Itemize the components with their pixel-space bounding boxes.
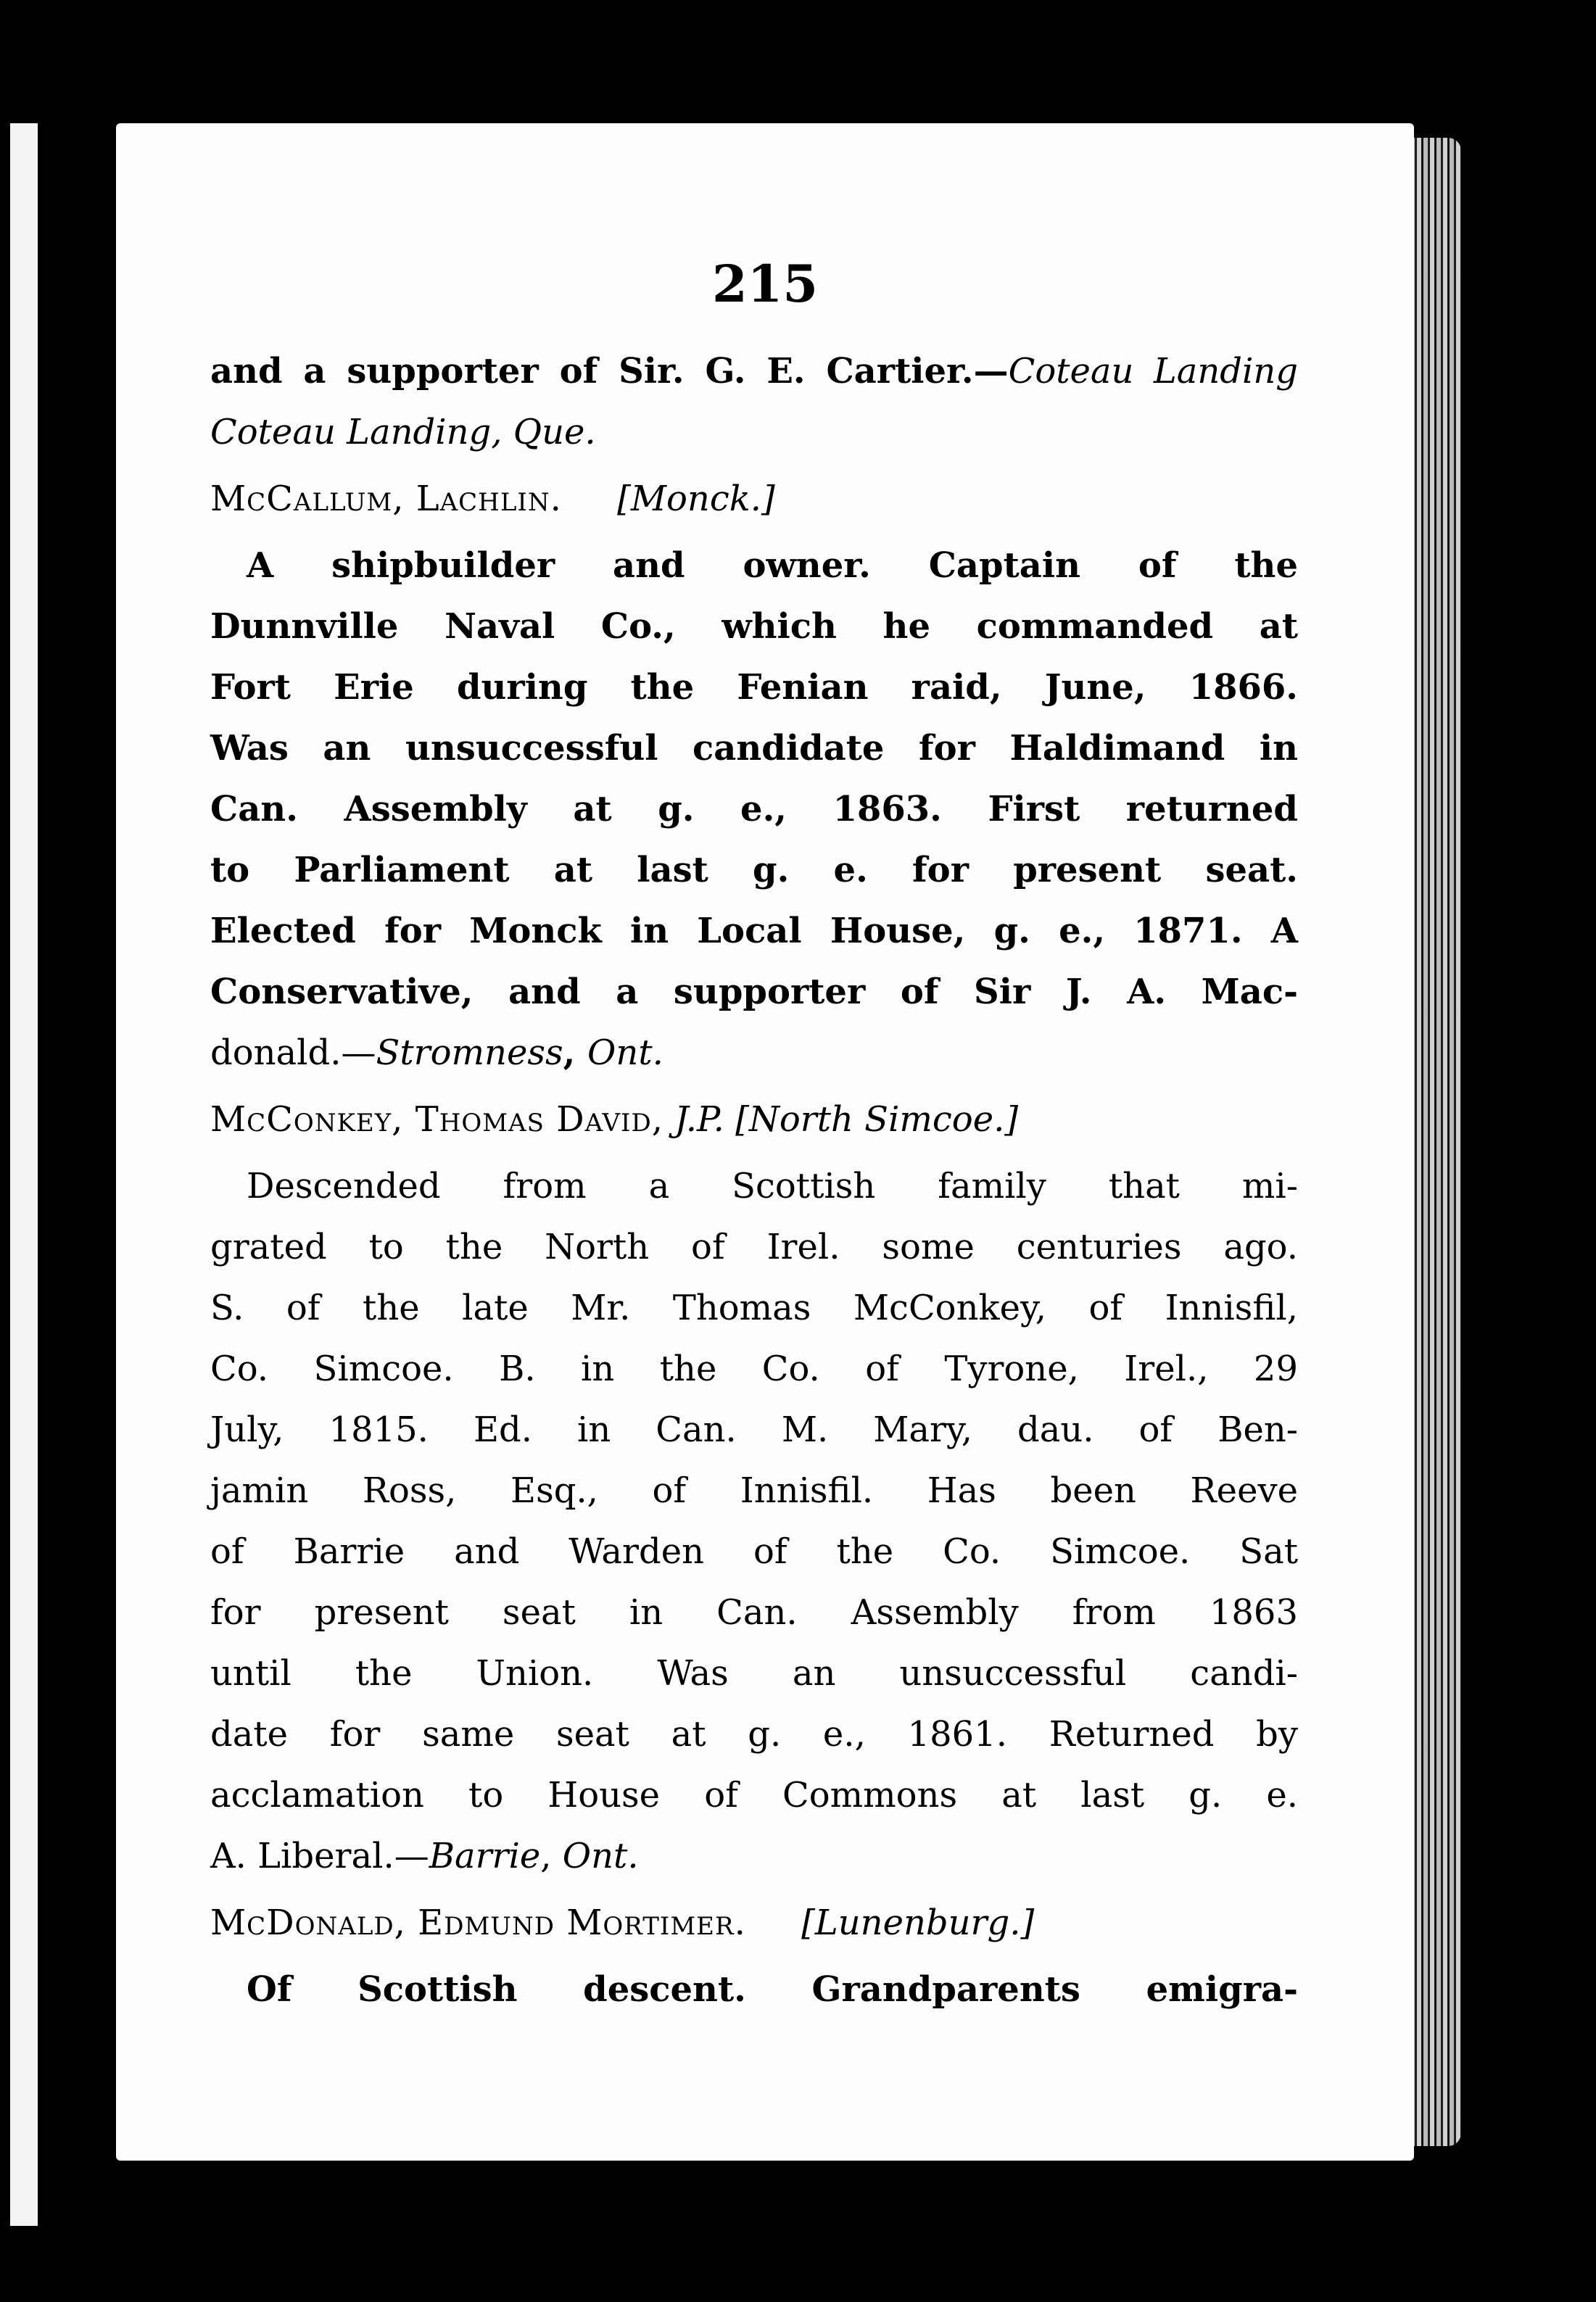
text-line: to Parliament at last g. e. for present seat. [210,850,1298,890]
text-line: Dunnville Naval Co., which he commanded at [210,606,1298,647]
entry-heading [210,1089,1298,1150]
left-page-edge [10,123,38,2226]
text-line: Was an unsuccessful candidate for Haldimand in [210,728,1298,769]
entry-name: McConkey, Thomas David, [210,1099,663,1140]
entry-body [210,535,1298,1083]
entry-constituency: [Lunenburg.] [801,1903,1035,1943]
text-line: S. of the late Mr. Thomas McConkey, of Innisfil, [210,1288,1298,1328]
text-line: Fort Erie during the Fenian raid, June, 1866. [210,667,1298,708]
text-line: Elected for Monck in Local House, g. e., 1871. A [210,911,1298,951]
text-line: grated to the North of Irel. some centuries ago. [210,1227,1298,1267]
text-line: A shipbuilder and owner. Captain of the [247,545,1298,586]
text-line: Descended from a Scottish family that mi- [247,1166,1298,1206]
text-line: Of Scottish descent. Grandparents emigra- [247,1969,1298,2010]
entry-continuation [210,341,1298,463]
entry-name: McDonald, Edmund Mortimer. [210,1903,746,1943]
entry-body [210,1156,1298,1887]
text-line: donald.—Stromness, Ont. [210,1032,663,1073]
text-line: Co. Simcoe. B. in the Co. of Tyrone, Irel., 29 [210,1349,1298,1389]
text-line: Coteau Landing, Que. [210,412,596,452]
text-line: acclamation to House of Commons at last g. e. [210,1775,1298,1815]
entry-title: J.P. [674,1099,724,1140]
text-line: date for same seat at g. e., 1861. Returned by [210,1714,1298,1755]
text-line: July, 1815. Ed. in Can. M. Mary, dau. of Ben- [210,1409,1298,1450]
entry-heading [210,1892,1298,1953]
page-number: 215 [711,254,819,314]
text-line: until the Union. Was an unsuccessful candi- [210,1653,1298,1694]
text-line: for present seat in Can. Assembly from 1863 [210,1592,1298,1633]
text-line: of Barrie and Warden of the Co. Simcoe. Sat [210,1531,1298,1572]
entry-body [210,1959,1298,2020]
text-line: Conservative, and a supporter of Sir J. A. Mac- [210,972,1298,1012]
text-line: A. Liberal.—Barrie, Ont. [210,1836,639,1876]
text-line: jamin Ross, Esq., of Innisfil. Has been Reeve [210,1470,1298,1511]
entry-name: McCallum, Lachlin. [210,479,562,519]
entry-constituency: [North Simcoe.] [735,1099,1019,1140]
book-page [116,123,1414,2161]
entry-heading [210,468,1298,529]
text-line: Can. Assembly at g. e., 1863. First returned [210,789,1298,829]
entry-constituency: [Monck.] [617,479,775,519]
text-line: and a supporter of Sir. G. E. Cartier.—Coteau Landing [210,351,1298,392]
page-text [210,341,1298,2020]
